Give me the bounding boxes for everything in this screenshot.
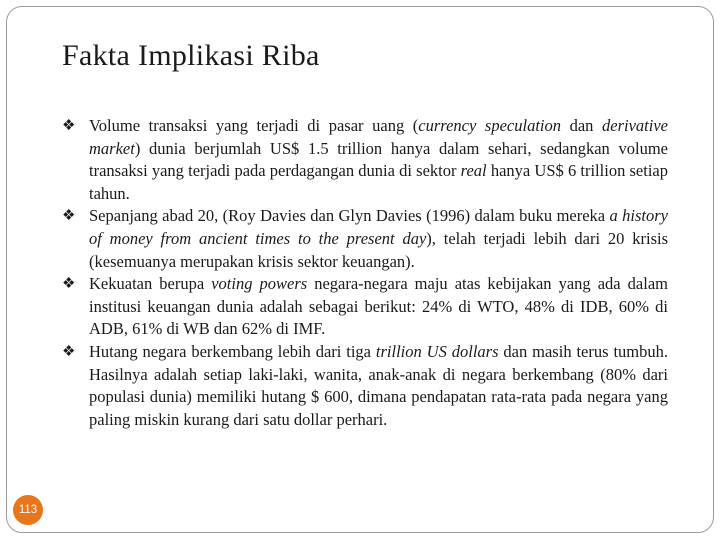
- bullet-segment: dan: [561, 116, 603, 135]
- bullet-segment-italic: derivative market: [89, 116, 668, 158]
- bullet-text: [89, 116, 668, 203]
- diamond-bullet-icon: ❖: [62, 276, 76, 293]
- diamond-bullet-icon: ❖: [62, 208, 76, 225]
- bullet-segment: Sepanjang abad 20, (Roy Davies dan Glyn Davies (1996) dalam buku mereka: [89, 206, 610, 226]
- bullet-item: [62, 115, 668, 205]
- bullet-segment-italic: currency speculation: [418, 116, 561, 135]
- bullet-item: [62, 341, 668, 431]
- diamond-bullet-icon: ❖: [62, 343, 76, 360]
- bullet-segment: Kekuatan berupa: [89, 274, 212, 294]
- bullet-segment-italic: a history of money from ancient times to the present day: [89, 206, 668, 248]
- bullet-segment: negara-negara maju atas kebijakan yang ada dalam institusi keuangan dunia adalah sebagai berikut: 24% di WTO, 48% di IDB, 60% di ADB, 61% di WB dan 62% di IMF.: [89, 274, 668, 339]
- bullet-segment: dan masih terus tumbuh. Hasilnya adalah setiap laki-laki, wanita, anak-anak di negara berkembang (80% dari populasi dunia) memiliki hutang $ 600, dimana pendapatan rata-rata pada negara yang paling miskin kurang dari satu dollar perhari.: [89, 341, 668, 429]
- bullet-segment-italic: real: [460, 161, 487, 181]
- bullet-segment-italic: trillion US dollars: [375, 341, 499, 361]
- bullet-text: [89, 342, 668, 429]
- bullet-segment: ), telah terjadi lebih dari 20 krisis (kesemuanya merupakan krisis sektor keuangan).: [89, 228, 668, 271]
- diamond-bullet-icon: ❖: [62, 118, 76, 134]
- bullet-segment: Volume transaksi yang terjadi di pasar uang (: [89, 116, 419, 135]
- bullet-text: [89, 206, 668, 270]
- bullet-item: [62, 205, 668, 273]
- slide: [6, 6, 714, 533]
- bullet-text: [89, 274, 668, 338]
- bullet-item: [62, 273, 668, 341]
- bullet-segment-italic: voting powers: [211, 274, 308, 294]
- bullet-segment: ) dunia berjumlah US$ 1.5 trillion hanya dalam sehari, sedangkan volume transaksi yang terjadi pada perdagangan dunia di sektor: [89, 138, 668, 181]
- bullet-list: [62, 115, 668, 431]
- slide-title: Fakta Implikasi Riba: [62, 39, 320, 72]
- bullet-segment: hanya US$ 6 trillion setiap tahun.: [89, 161, 668, 203]
- bullet-segment: Hutang negara berkembang lebih dari tiga: [89, 341, 376, 361]
- page-number-badge: 113: [13, 495, 43, 525]
